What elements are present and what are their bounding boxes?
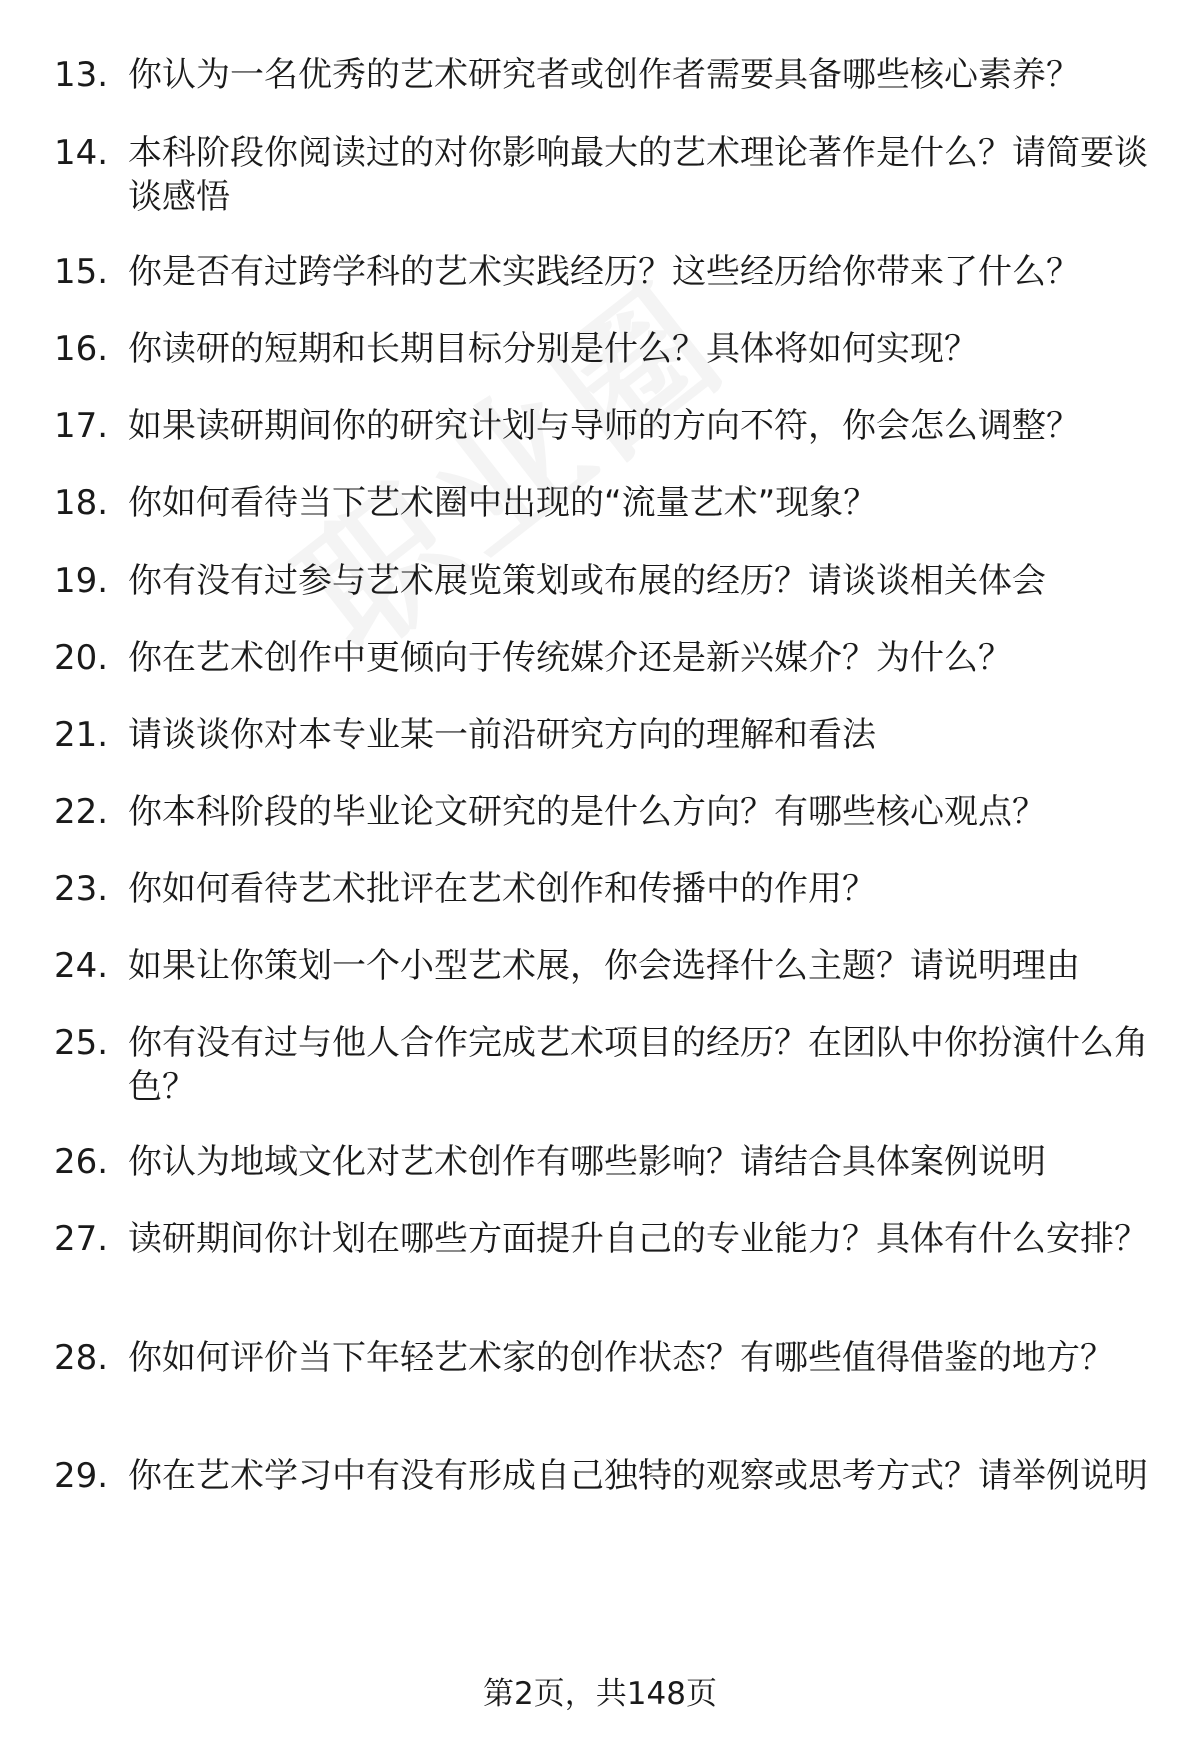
question-text: 你如何看待艺术批评在艺术创作和传播中的作用？: [128, 869, 876, 909]
question-number: 20.: [54, 638, 109, 678]
question-number: 28.: [54, 1338, 109, 1378]
watermark: [250, 224, 761, 690]
question-text: 你在艺术创作中更倾向于传统媒介还是新兴媒介？为什么？: [128, 638, 1012, 678]
question-number: 14.: [54, 133, 109, 173]
question-number: 19.: [54, 561, 109, 601]
question-text: 你认为一名优秀的艺术研究者或创作者需要具备哪些核心素养？: [128, 55, 1080, 95]
question-text: 你如何评价当下年轻艺术家的创作状态？有哪些值得借鉴的地方？: [128, 1338, 1114, 1378]
question-text: 你是否有过跨学科的艺术实践经历？这些经历给你带来了什么？: [128, 252, 1080, 292]
question-number: 23.: [54, 869, 109, 909]
question-text: 你读研的短期和长期目标分别是什么？具体将如何实现？: [128, 329, 978, 369]
question-number: 18.: [54, 483, 109, 523]
question-text: 如果读研期间你的研究计划与导师的方向不符，你会怎么调整？: [128, 406, 1080, 446]
question-text: 你本科阶段的毕业论文研究的是什么方向？有哪些核心观点？: [128, 792, 1046, 832]
question-number: 25.: [54, 1023, 109, 1063]
question-number: 21.: [54, 715, 109, 755]
question-number: 29.: [54, 1456, 109, 1496]
question-number: 24.: [54, 946, 109, 986]
page-number: 第2页，共148页: [483, 1676, 717, 1712]
question-number: 22.: [54, 792, 109, 832]
question-number: 16.: [54, 329, 109, 369]
question-text: 请谈谈你对本专业某一前沿研究方向的理解和看法: [128, 715, 876, 755]
question-text: 你有没有过参与艺术展览策划或布展的经历？请谈谈相关体会: [128, 561, 1046, 601]
question-number: 17.: [54, 406, 109, 446]
question-number: 26.: [54, 1142, 109, 1182]
question-number: 27.: [54, 1219, 109, 1259]
question-text: 你认为地域文化对艺术创作有哪些影响？请结合具体案例说明: [128, 1142, 1046, 1182]
question-text: 如果让你策划一个小型艺术展，你会选择什么主题？请说明理由: [128, 946, 1080, 986]
question-number: 15.: [54, 252, 109, 292]
question-number: 13.: [54, 55, 109, 95]
question-text: 你如何看待当下艺术圈中出现的“流量艺术”现象？: [128, 483, 878, 523]
question-text: 你在艺术学习中有没有形成自己独特的观察或思考方式？请举例说明: [128, 1456, 1148, 1496]
question-text: 你有没有过与他人合作完成艺术项目的经历？在团队中你扮演什么角色？: [128, 1023, 1148, 1107]
question-text: 本科阶段你阅读过的对你影响最大的艺术理论著作是什么？请简要谈谈感悟: [128, 133, 1148, 217]
question-text: 读研期间你计划在哪些方面提升自己的专业能力？具体有什么安排？: [128, 1219, 1148, 1259]
